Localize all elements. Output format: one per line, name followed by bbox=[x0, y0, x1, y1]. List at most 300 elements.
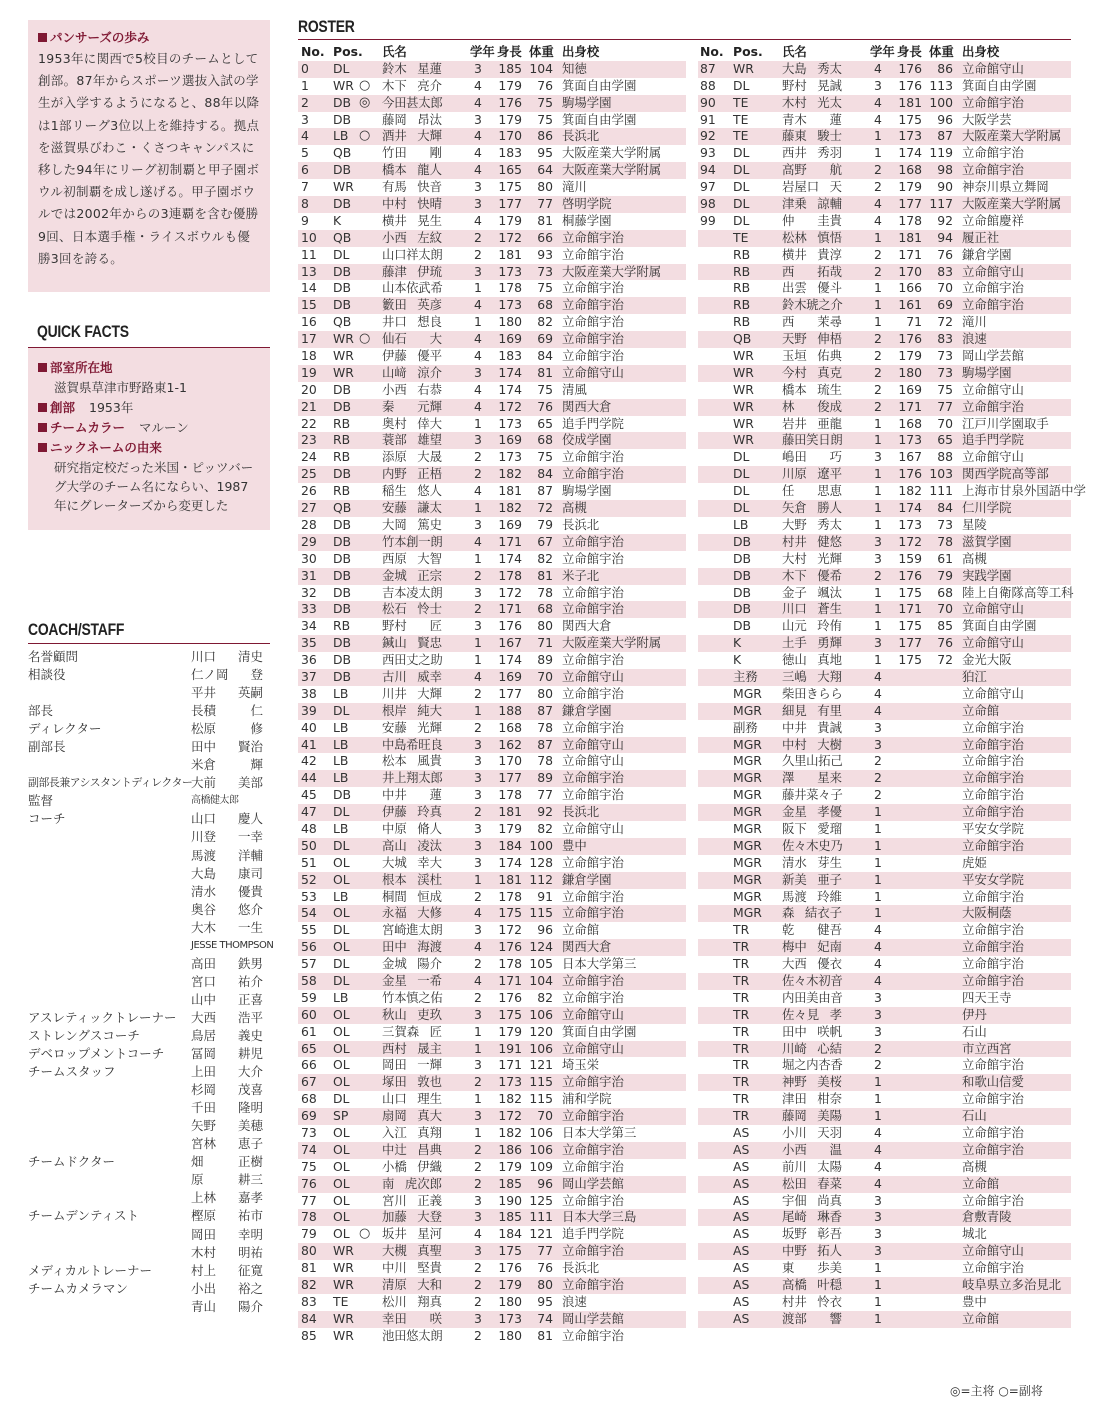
player-year: 3 bbox=[474, 263, 482, 279]
player-pos: SP bbox=[333, 1108, 349, 1124]
header-weight: 体重 bbox=[529, 44, 554, 59]
roster-row bbox=[698, 1277, 1071, 1294]
player-pos: OL bbox=[333, 1057, 350, 1073]
player-no: 47 bbox=[301, 804, 317, 820]
player-height: 168 bbox=[898, 415, 922, 431]
player-no: 9 bbox=[301, 212, 309, 228]
player-no: 69 bbox=[301, 1108, 317, 1124]
player-name: 南 虎次郎 bbox=[382, 1175, 442, 1191]
player-school: 立命館慶祥 bbox=[962, 212, 1024, 228]
player-pos: DL bbox=[333, 956, 350, 972]
player-no: 32 bbox=[301, 584, 317, 600]
roster-row bbox=[698, 1243, 1071, 1260]
player-weight: 103 bbox=[929, 466, 953, 482]
player-height: 176 bbox=[898, 77, 922, 93]
player-pos: WR bbox=[733, 348, 754, 364]
player-year: 4 bbox=[474, 331, 482, 347]
player-weight: 80 bbox=[537, 685, 553, 701]
player-weight: 96 bbox=[537, 1175, 553, 1191]
player-school: 立命館宇治 bbox=[962, 736, 1024, 752]
player-weight: 112 bbox=[529, 871, 553, 887]
player-weight: 84 bbox=[537, 466, 553, 482]
roster-row bbox=[298, 821, 686, 838]
staff-row bbox=[28, 1135, 270, 1153]
staff-divider bbox=[28, 643, 270, 644]
player-weight: 88 bbox=[937, 449, 953, 465]
roster-row bbox=[298, 652, 686, 669]
player-pos: DB bbox=[733, 584, 752, 600]
staff-name: 大木 一生 bbox=[191, 919, 263, 935]
player-school: 立命館守山 bbox=[562, 820, 624, 836]
player-no: 51 bbox=[301, 854, 317, 870]
player-pos: RB bbox=[733, 246, 751, 262]
player-pos: WR bbox=[333, 77, 354, 93]
player-pos: WR bbox=[733, 60, 754, 76]
player-height: 184 bbox=[498, 837, 522, 853]
roster-row bbox=[698, 264, 1071, 281]
player-year: 1 bbox=[474, 1040, 482, 1056]
staff-role: ディレクター bbox=[28, 721, 102, 737]
player-pos: WR bbox=[733, 381, 754, 397]
player-weight: 92 bbox=[937, 212, 953, 228]
player-height: 171 bbox=[898, 246, 922, 262]
player-name: 松川 翔真 bbox=[382, 1293, 442, 1309]
player-pos: DB bbox=[333, 111, 352, 127]
player-school: 立命館守山 bbox=[562, 1006, 624, 1022]
player-pos: MGR bbox=[733, 787, 762, 803]
roster-row bbox=[298, 1007, 686, 1024]
player-no: 38 bbox=[301, 685, 317, 701]
player-pos: MGR bbox=[733, 685, 762, 701]
player-school: 石山 bbox=[962, 1108, 987, 1124]
player-school: 立命館宇治 bbox=[562, 280, 624, 296]
player-height: 177 bbox=[498, 196, 522, 212]
player-weight: 96 bbox=[537, 922, 553, 938]
player-year: 1 bbox=[874, 128, 882, 144]
staff-row bbox=[28, 901, 270, 919]
player-school: 和歌山信愛 bbox=[962, 1074, 1024, 1090]
staff-name: 清水 優貴 bbox=[191, 883, 263, 899]
player-weight: 90 bbox=[937, 179, 953, 195]
player-height: 171 bbox=[898, 601, 922, 617]
player-height: 173 bbox=[498, 263, 522, 279]
player-year: 3 bbox=[874, 736, 882, 752]
player-name: 梅中 妃南 bbox=[782, 939, 842, 955]
player-pos: TR bbox=[733, 922, 750, 938]
roster-row bbox=[698, 838, 1071, 855]
player-pos: OL bbox=[333, 1023, 350, 1039]
player-pos: AS bbox=[733, 1310, 750, 1326]
player-no: 66 bbox=[301, 1057, 317, 1073]
player-weight: 106 bbox=[529, 1040, 553, 1056]
player-school: 日本大学第三 bbox=[562, 956, 637, 972]
player-pos: K bbox=[733, 635, 742, 651]
player-pos: OL bbox=[333, 871, 350, 887]
roster-row bbox=[698, 1311, 1071, 1328]
roster-row bbox=[298, 213, 686, 230]
player-year: 4 bbox=[474, 212, 482, 228]
staff-row bbox=[28, 702, 270, 720]
player-school: 市立西宮 bbox=[962, 1040, 1012, 1056]
player-no: 21 bbox=[301, 398, 317, 414]
player-year: 1 bbox=[874, 601, 882, 617]
fact-label: ニックネームの由来 bbox=[38, 438, 260, 458]
player-weight: 70 bbox=[937, 280, 953, 296]
player-school: 立命館宇治 bbox=[562, 1277, 624, 1293]
roster-row bbox=[698, 551, 1071, 568]
player-name: 吉本凌太朗 bbox=[382, 584, 443, 600]
player-height: 178 bbox=[898, 212, 922, 228]
player-year: 1 bbox=[874, 1108, 882, 1124]
player-year: 1 bbox=[874, 804, 882, 820]
player-name: 前川 太陽 bbox=[782, 1158, 842, 1174]
player-no: 10 bbox=[301, 229, 317, 245]
player-name: 竹田 剛 bbox=[382, 145, 442, 161]
player-pos: TR bbox=[733, 1040, 750, 1056]
player-school: 立命館宇治 bbox=[562, 972, 624, 988]
player-pos: WR bbox=[333, 1260, 354, 1276]
staff-row bbox=[28, 810, 270, 828]
player-pos: TR bbox=[733, 956, 750, 972]
player-height: 180 bbox=[498, 1327, 522, 1343]
player-height: 182 bbox=[498, 466, 522, 482]
player-no: 94 bbox=[700, 162, 716, 178]
roster-row bbox=[698, 990, 1071, 1007]
player-name: 鈴木 星蓮 bbox=[382, 60, 442, 76]
player-year: 1 bbox=[874, 297, 882, 313]
staff-list bbox=[28, 648, 274, 1316]
player-name: 稲生 悠人 bbox=[382, 483, 442, 499]
player-year: 1 bbox=[874, 871, 882, 887]
player-school: 大阪産業大学附属 bbox=[562, 263, 662, 279]
roster-column-right bbox=[698, 44, 1086, 1328]
roster-row bbox=[698, 922, 1071, 939]
player-weight: 75 bbox=[537, 111, 553, 127]
player-school: 立命館 bbox=[962, 702, 1000, 718]
player-name: 金星 一希 bbox=[382, 972, 442, 988]
player-height: 165 bbox=[498, 162, 522, 178]
player-height: 182 bbox=[498, 1091, 522, 1107]
player-year: 2 bbox=[474, 246, 482, 262]
roster-row bbox=[698, 939, 1071, 956]
staff-row bbox=[28, 865, 270, 883]
player-pos: OL bbox=[333, 905, 350, 921]
player-no: 53 bbox=[301, 888, 317, 904]
player-name: 佐々見 孝 bbox=[782, 1006, 842, 1022]
player-height: 171 bbox=[498, 1057, 522, 1073]
player-pos: DL bbox=[733, 212, 750, 228]
roster-row bbox=[298, 838, 686, 855]
player-school: 立命館宇治 bbox=[962, 162, 1024, 178]
player-no: 25 bbox=[301, 466, 317, 482]
player-name: 鍼山 賢忠 bbox=[382, 635, 442, 651]
roster-row bbox=[298, 314, 686, 331]
player-pos: RB bbox=[333, 449, 351, 465]
player-year: 3 bbox=[874, 635, 882, 651]
player-pos: TE bbox=[733, 229, 749, 245]
player-name: 山口祥太朗 bbox=[382, 246, 443, 262]
player-year: 4 bbox=[474, 972, 482, 988]
player-name: 今村 真克 bbox=[782, 364, 842, 380]
player-year: 3 bbox=[874, 1243, 882, 1259]
player-school: 駒場学園 bbox=[562, 483, 612, 499]
player-year: 3 bbox=[474, 753, 482, 769]
player-weight: 109 bbox=[529, 1158, 553, 1174]
player-height: 172 bbox=[498, 398, 522, 414]
roster-row bbox=[698, 534, 1071, 551]
staff-role: アスレティックトレーナー bbox=[28, 1009, 177, 1025]
player-year: 4 bbox=[874, 1125, 882, 1140]
player-year: 2 bbox=[474, 229, 482, 245]
player-height: 169 bbox=[898, 381, 922, 397]
player-year: 4 bbox=[874, 1141, 882, 1157]
player-name: 蓑部 雄望 bbox=[382, 432, 442, 448]
player-height: 175 bbox=[498, 1243, 522, 1259]
player-pos: WR bbox=[733, 364, 754, 380]
player-pos: RB bbox=[733, 263, 751, 279]
player-pos: DL bbox=[333, 1091, 350, 1107]
player-school: 立命館宇治 bbox=[562, 770, 624, 786]
player-name: 坂井 星河 bbox=[382, 1226, 442, 1242]
player-name: 根岸 純大 bbox=[382, 702, 442, 718]
player-pos: TR bbox=[733, 1006, 750, 1022]
player-school: 滋賀学園 bbox=[962, 533, 1012, 549]
history-title: パンサーズの歩み bbox=[38, 30, 260, 46]
player-year: 4 bbox=[474, 128, 482, 144]
player-no: 91 bbox=[700, 111, 716, 127]
player-school: 立命館宇治 bbox=[562, 533, 624, 549]
player-no: 6 bbox=[301, 162, 309, 178]
player-height: 176 bbox=[498, 989, 522, 1005]
player-school: 滝川 bbox=[562, 179, 587, 195]
player-school: 大阪桐蔭 bbox=[962, 905, 1012, 921]
player-weight: 74 bbox=[537, 1310, 553, 1326]
player-school: 立命館宇治 bbox=[562, 989, 624, 1005]
player-height: 173 bbox=[498, 415, 522, 431]
player-name: 仲 圭貴 bbox=[782, 212, 842, 228]
player-name: 小西 右恭 bbox=[382, 381, 442, 397]
player-school: 立命館宇治 bbox=[562, 888, 624, 904]
player-pos: RB bbox=[333, 483, 351, 499]
player-pos: DB bbox=[333, 162, 352, 178]
player-no: 88 bbox=[700, 77, 716, 93]
staff-name: 平井 英嗣 bbox=[191, 685, 263, 701]
player-height: 173 bbox=[898, 516, 922, 532]
player-school: 立命館宇治 bbox=[962, 770, 1024, 786]
player-name: 藤岡 美陽 bbox=[782, 1108, 842, 1124]
roster-row bbox=[698, 1007, 1071, 1024]
roster-row bbox=[698, 112, 1071, 129]
player-no: 23 bbox=[301, 432, 317, 448]
player-height: 177 bbox=[498, 770, 522, 786]
player-school: 立命館宇治 bbox=[962, 787, 1024, 803]
staff-row bbox=[28, 648, 270, 666]
player-year: 3 bbox=[474, 854, 482, 870]
roster-row bbox=[298, 1108, 686, 1125]
player-school: 立命館宇治 bbox=[562, 652, 624, 668]
player-pos: DB bbox=[733, 550, 752, 566]
player-height: 172 bbox=[498, 229, 522, 245]
player-school: 立命館宇治 bbox=[562, 550, 624, 566]
staff-row bbox=[28, 1027, 270, 1045]
staff-role: デベロップメントコーチ bbox=[28, 1046, 165, 1062]
player-pos: QB bbox=[333, 145, 352, 161]
player-no: 27 bbox=[301, 500, 317, 516]
player-weight: 80 bbox=[537, 1277, 553, 1293]
roster-row bbox=[698, 1091, 1071, 1108]
staff-name: 上林 嘉孝 bbox=[191, 1190, 263, 1206]
player-no: 74 bbox=[301, 1141, 317, 1157]
player-pos: AS bbox=[733, 1125, 750, 1140]
player-school: 長浜北 bbox=[562, 128, 600, 144]
player-name: 西井 秀羽 bbox=[782, 145, 842, 161]
player-pos: DL bbox=[333, 922, 350, 938]
staff-row bbox=[28, 1081, 270, 1099]
player-no: 3 bbox=[301, 111, 309, 127]
roster-row bbox=[698, 1108, 1071, 1125]
player-weight: 69 bbox=[937, 297, 953, 313]
staff-role: ストレングスコーチ bbox=[28, 1027, 140, 1043]
player-pos: DB bbox=[333, 550, 352, 566]
player-name: 田中 咲帆 bbox=[782, 1023, 842, 1039]
roster-row bbox=[698, 1193, 1071, 1210]
roster-row bbox=[698, 1057, 1071, 1074]
player-school: 関西大倉 bbox=[562, 939, 612, 955]
roster-row bbox=[298, 720, 686, 737]
roster-row bbox=[298, 179, 686, 196]
player-year: 4 bbox=[874, 668, 882, 684]
player-pos: AS bbox=[733, 1260, 750, 1276]
staff-role: 部長 bbox=[28, 703, 54, 719]
player-school: 岡山学芸館 bbox=[562, 1175, 624, 1191]
player-height: 162 bbox=[498, 736, 522, 752]
player-name: 村井 怜衣 bbox=[782, 1293, 842, 1309]
roster-row bbox=[698, 1260, 1071, 1277]
player-year: 4 bbox=[474, 94, 482, 110]
player-pos: LB bbox=[333, 685, 349, 701]
player-pos: DB bbox=[333, 635, 352, 651]
player-year: 1 bbox=[474, 1091, 482, 1107]
player-school: 立命館 bbox=[562, 922, 600, 938]
player-weight: 81 bbox=[537, 212, 553, 228]
player-height: 173 bbox=[498, 1074, 522, 1090]
player-height: 177 bbox=[898, 196, 922, 212]
player-no: 16 bbox=[301, 314, 317, 330]
player-weight: 77 bbox=[937, 398, 953, 414]
player-year: 2 bbox=[874, 331, 882, 347]
roster-row bbox=[298, 1294, 686, 1311]
player-height: 168 bbox=[498, 719, 522, 735]
staff-role: 副部長 bbox=[28, 739, 66, 755]
header-year: 学年 bbox=[470, 44, 495, 59]
player-year: 2 bbox=[474, 888, 482, 904]
staff-name: 杉岡 茂喜 bbox=[191, 1082, 263, 1098]
player-weight: 76 bbox=[537, 398, 553, 414]
player-pos: DL bbox=[333, 702, 350, 718]
player-pos: DB bbox=[333, 94, 352, 110]
player-school: 立命館宇治 bbox=[962, 956, 1024, 972]
player-no: 0 bbox=[301, 60, 309, 76]
staff-row bbox=[28, 720, 270, 738]
player-school: 長浜北 bbox=[562, 1260, 600, 1276]
player-school: 立命館宇治 bbox=[562, 1158, 624, 1174]
player-pos: DB bbox=[333, 668, 352, 684]
roster-row bbox=[698, 889, 1071, 906]
player-weight: 81 bbox=[537, 364, 553, 380]
header-no: No. bbox=[301, 44, 325, 59]
roster-row bbox=[298, 568, 686, 585]
player-height: 170 bbox=[498, 753, 522, 769]
header-height: 身長 bbox=[497, 44, 522, 59]
player-school: 立命館宇治 bbox=[962, 753, 1024, 769]
player-year: 2 bbox=[474, 567, 482, 583]
player-pos: RB bbox=[333, 618, 351, 634]
player-weight: 106 bbox=[529, 1006, 553, 1022]
player-pos: MGR bbox=[733, 888, 762, 904]
player-name: 玉垣 佑典 bbox=[782, 348, 842, 364]
player-height: 179 bbox=[498, 1277, 522, 1293]
player-weight: 121 bbox=[529, 1057, 553, 1073]
staff-role: チームカメラマン bbox=[28, 1280, 129, 1296]
player-year: 2 bbox=[474, 685, 482, 701]
staff-row bbox=[28, 1280, 270, 1298]
staff-name: 樫原 祐市 bbox=[191, 1208, 263, 1224]
player-year: 1 bbox=[474, 702, 482, 718]
player-pos: MGR bbox=[733, 871, 762, 887]
staff-name: 長積 仁 bbox=[191, 703, 263, 719]
player-weight: 70 bbox=[537, 668, 553, 684]
roster-row bbox=[298, 264, 686, 281]
player-school: 立命館宇治 bbox=[562, 905, 624, 921]
player-height: 185 bbox=[498, 60, 522, 76]
square-bullet-icon bbox=[38, 423, 47, 432]
roster-row bbox=[298, 1074, 686, 1091]
player-height: 181 bbox=[498, 246, 522, 262]
roster-row bbox=[298, 618, 686, 635]
roster-row bbox=[298, 517, 686, 534]
staff-name: 岡田 幸明 bbox=[191, 1226, 263, 1242]
player-no: 2 bbox=[301, 94, 309, 110]
staff-row bbox=[28, 1045, 270, 1063]
player-school: 立命館宇治 bbox=[562, 449, 624, 465]
player-school: 立命館守山 bbox=[962, 263, 1024, 279]
player-pos: LB bbox=[333, 719, 349, 735]
player-height: 175 bbox=[898, 652, 922, 668]
player-height: 173 bbox=[898, 128, 922, 144]
player-school: 箕面自由学園 bbox=[562, 111, 637, 127]
player-name: 松林 慎悟 bbox=[782, 229, 842, 245]
header-name: 氏名 bbox=[782, 44, 807, 59]
player-weight: 75 bbox=[537, 449, 553, 465]
player-year: 2 bbox=[474, 989, 482, 1005]
player-height: 179 bbox=[898, 179, 922, 195]
header-year: 学年 bbox=[870, 44, 895, 59]
player-school: 関西大倉 bbox=[562, 398, 612, 414]
roster-row bbox=[698, 348, 1071, 365]
player-school: 関西大倉 bbox=[562, 618, 612, 634]
roster-row bbox=[298, 1226, 686, 1243]
player-weight: 73 bbox=[937, 364, 953, 380]
player-pos: OL bbox=[333, 1040, 350, 1056]
player-weight: 111 bbox=[929, 483, 953, 499]
player-height: 171 bbox=[498, 533, 522, 549]
player-name: 高野 航 bbox=[782, 162, 842, 178]
player-pos: DB bbox=[733, 618, 752, 634]
player-school: 立命館守山 bbox=[962, 60, 1024, 76]
player-height: 172 bbox=[898, 533, 922, 549]
player-name: 中原 脩人 bbox=[382, 820, 442, 836]
player-no: 97 bbox=[700, 179, 716, 195]
